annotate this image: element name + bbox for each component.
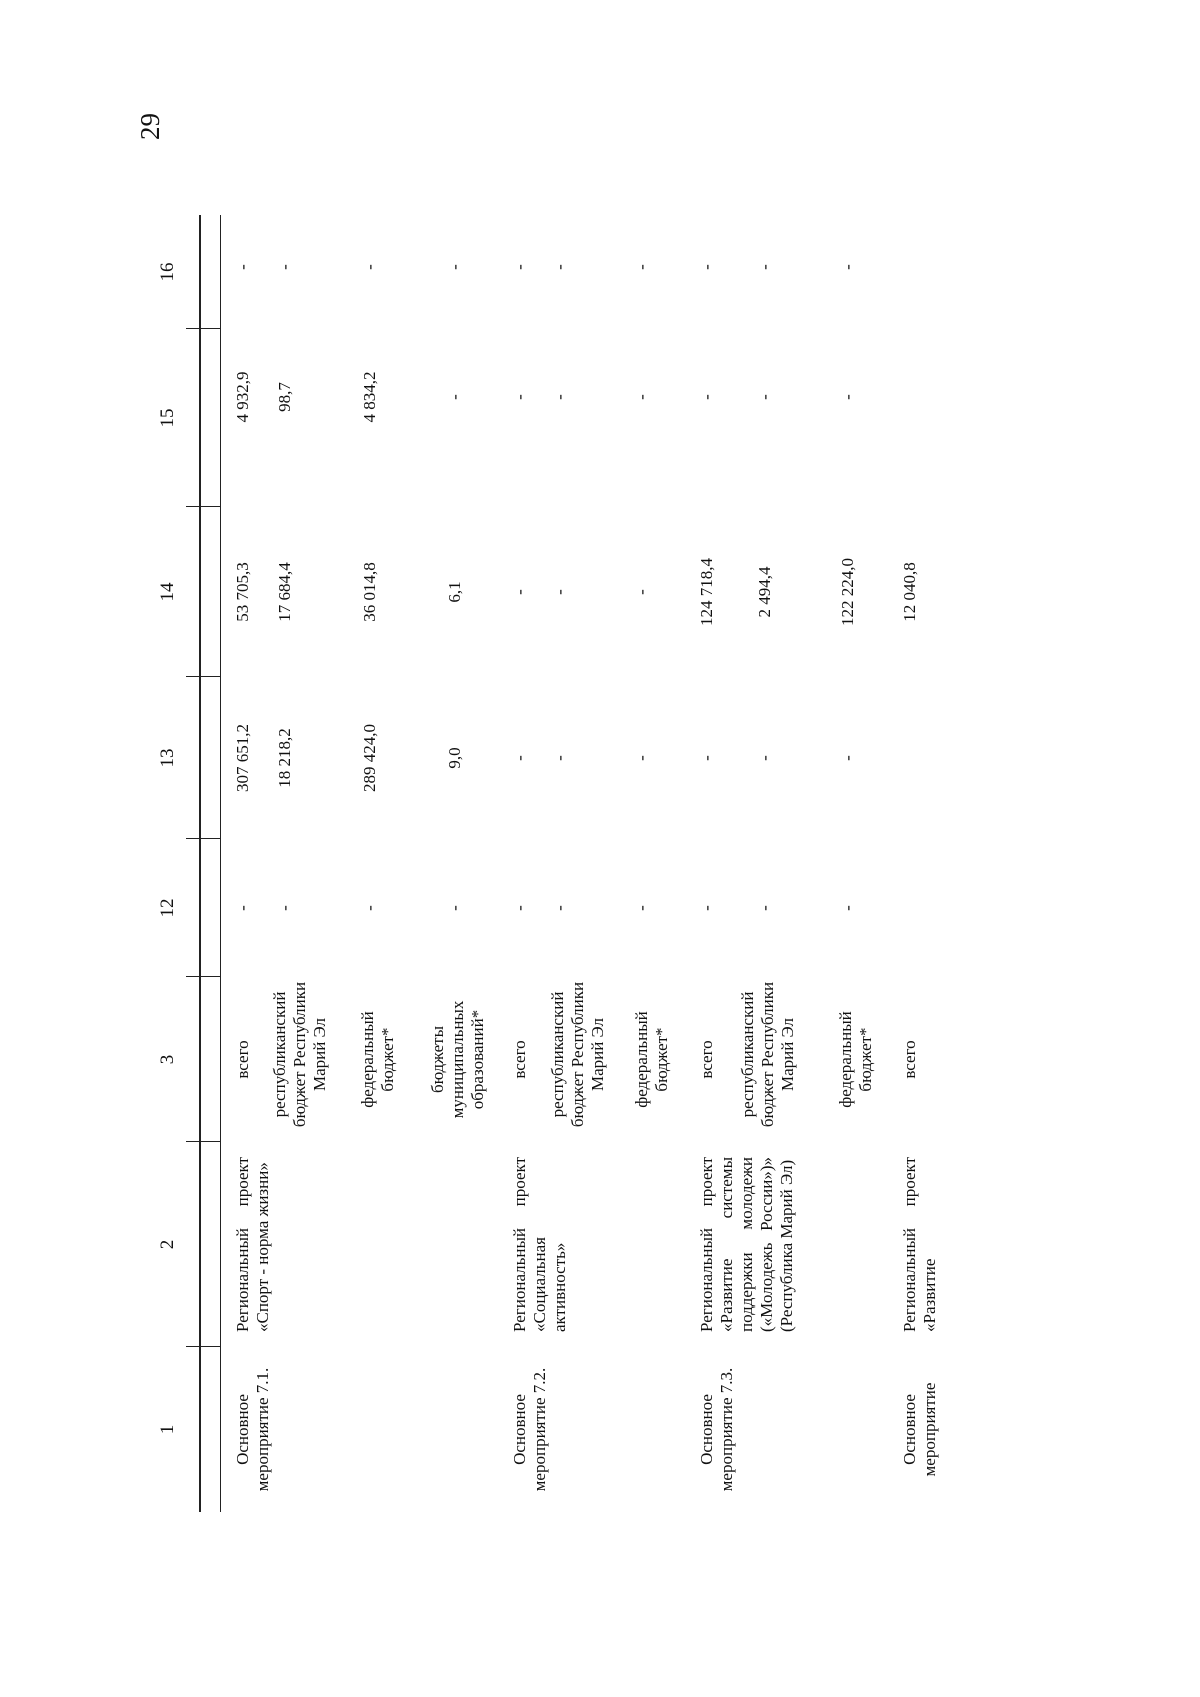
cell-col14: - <box>510 589 529 595</box>
cell-col14: - <box>550 589 569 595</box>
cell-col16: - <box>550 264 569 270</box>
cell-col16: - <box>755 264 774 270</box>
cell-col3: республиканский бюджет Республики Марий Эл <box>270 981 329 1128</box>
cell-col1: Основное мероприятие 7.2. <box>510 1367 549 1492</box>
cell-col14: 124 718,4 <box>697 558 716 626</box>
cell-col12: - <box>838 905 857 911</box>
cell-col13: - <box>550 755 569 761</box>
cell-col15: 98,7 <box>275 382 294 412</box>
cell-col12: - <box>445 905 464 911</box>
cell-col13: 18 218,2 <box>275 728 294 788</box>
cell-col2: Региональный проект «Развитие системы поддержки молодежи («Молодежь России»)» (Республика Марий Эл) <box>697 1157 796 1332</box>
cell-col15: - <box>510 394 529 400</box>
column-number-15: 15 <box>157 408 178 428</box>
cell-col14: 36 014,8 <box>360 562 379 622</box>
cell-col12: - <box>697 905 716 911</box>
column-number-14: 14 <box>157 582 178 602</box>
cell-col13: 307 651,2 <box>233 724 252 792</box>
cell-col14: - <box>632 589 651 595</box>
column-number-16: 16 <box>157 262 178 282</box>
cell-col14: 53 705,3 <box>233 562 252 622</box>
cell-col16: - <box>445 264 464 270</box>
cell-col13: - <box>697 755 716 761</box>
cell-col14: 17 684,4 <box>275 562 294 622</box>
cell-col1: Основное мероприятие 7.1. <box>233 1367 272 1492</box>
cell-col15: - <box>632 394 651 400</box>
cell-col13: - <box>838 755 857 761</box>
cell-col13: 289 424,0 <box>360 724 379 792</box>
cell-col2: Региональный проект «Развитие <box>900 1157 939 1332</box>
cell-col3: республиканский бюджет Республики Марий Эл <box>738 981 797 1128</box>
cell-col3: федеральный бюджет* <box>358 1011 397 1108</box>
cell-col16: - <box>632 264 651 270</box>
cell-col15: 4 932,9 <box>233 371 252 423</box>
cell-col1: Основное мероприятие 7.3. <box>697 1367 736 1492</box>
cell-col13: 9,0 <box>445 747 464 769</box>
cell-col3: всего <box>900 1040 919 1079</box>
cell-col16: - <box>510 264 529 270</box>
cell-col13: - <box>632 755 651 761</box>
cell-col12: - <box>233 905 252 911</box>
cell-col15: 4 834,2 <box>360 371 379 423</box>
cell-col3: всего <box>233 1040 252 1079</box>
column-number-1: 1 <box>157 1424 178 1435</box>
cell-col3: федеральный бюджет* <box>836 1011 875 1108</box>
column-number-12: 12 <box>157 898 178 918</box>
cell-col15: - <box>445 394 464 400</box>
cell-col16: - <box>697 264 716 270</box>
cell-col2: Региональный проект «Социальная активность» <box>510 1157 569 1332</box>
cell-col3: бюджеты муниципальных образований* <box>428 1000 487 1119</box>
cell-col15: - <box>550 394 569 400</box>
cell-col12: - <box>510 905 529 911</box>
cell-col12: - <box>275 905 294 911</box>
cell-col3: республиканский бюджет Республики Марий Эл <box>548 981 607 1128</box>
cell-col14: 2 494,4 <box>755 566 774 618</box>
cell-col3: всего <box>510 1040 529 1079</box>
cell-col15: - <box>755 394 774 400</box>
column-number-13: 13 <box>157 748 178 768</box>
cell-col14: 12 040,8 <box>900 562 919 622</box>
cell-col2: Региональный проект «Спорт - норма жизни» <box>233 1157 272 1332</box>
cell-col16: - <box>233 264 252 270</box>
cell-col15: - <box>838 394 857 400</box>
cell-col1: Основное мероприятие <box>900 1382 939 1477</box>
cell-col16: - <box>275 264 294 270</box>
cell-col12: - <box>755 905 774 911</box>
cell-col16: - <box>838 264 857 270</box>
cell-col14: 122 224,0 <box>838 558 857 626</box>
cell-col12: - <box>550 905 569 911</box>
cell-col13: - <box>755 755 774 761</box>
cell-col3: федеральный бюджет* <box>632 1011 671 1108</box>
cell-col3: всего <box>697 1040 716 1079</box>
cell-col15: - <box>697 394 716 400</box>
column-number-2: 2 <box>157 1239 178 1250</box>
cell-col13: - <box>510 755 529 761</box>
page-number: 29 <box>135 113 165 140</box>
cell-col16: - <box>360 264 379 270</box>
column-number-3: 3 <box>157 1054 178 1065</box>
cell-col14: 6,1 <box>445 581 464 603</box>
cell-col12: - <box>360 905 379 911</box>
cell-col12: - <box>632 905 651 911</box>
